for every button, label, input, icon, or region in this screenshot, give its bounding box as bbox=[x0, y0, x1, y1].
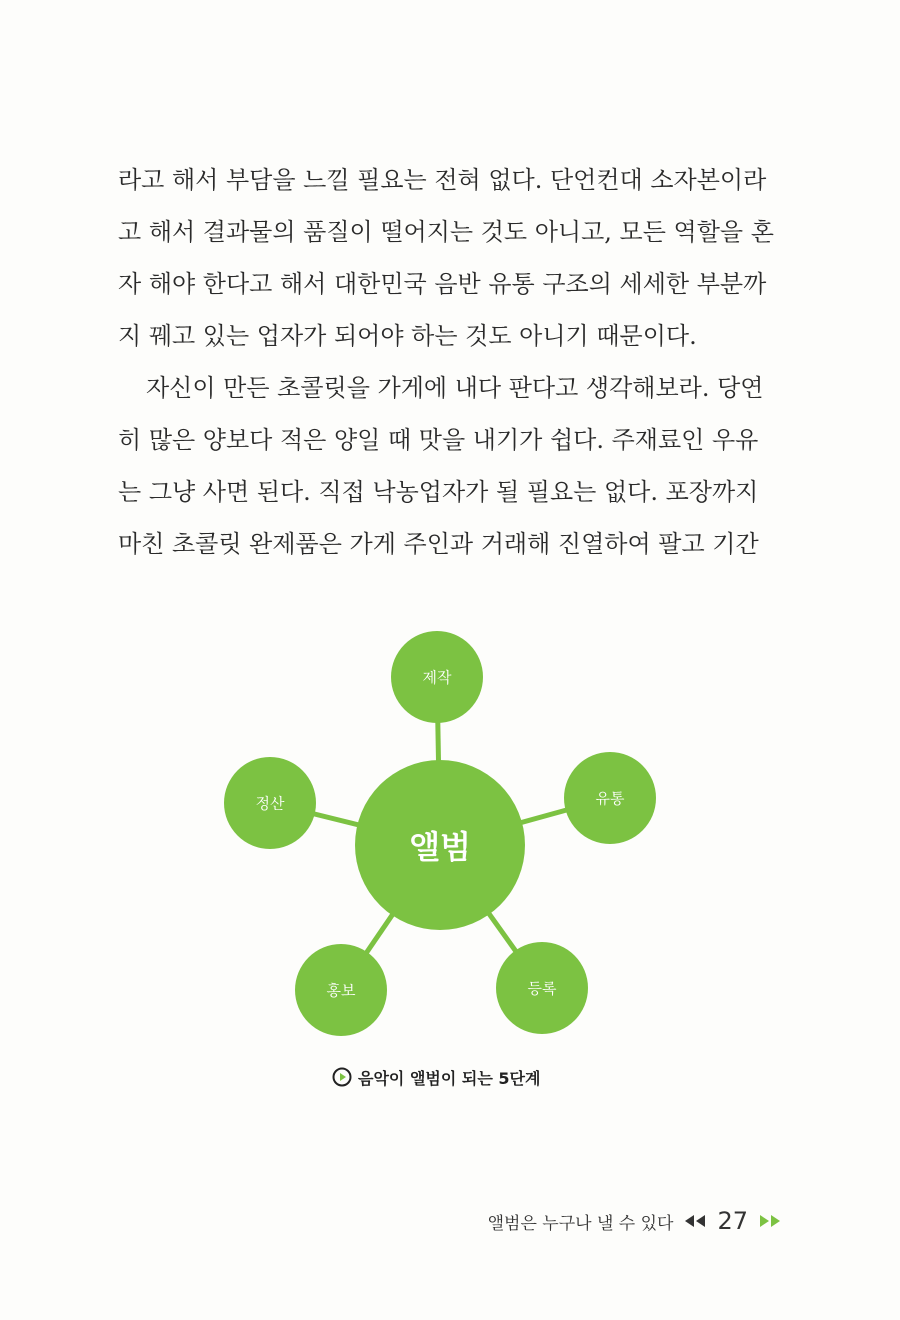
text-line: 자신이 만든 초콜릿을 가게에 내다 판다고 생각해보라. 당연 bbox=[146, 374, 764, 402]
double-right-arrow-icon bbox=[758, 1214, 782, 1228]
page-number: 27 bbox=[717, 1207, 748, 1235]
text-line: 마친 초콜릿 완제품은 가게 주인과 거래해 진열하여 팔고 기간 bbox=[118, 530, 759, 558]
text-line: 고 해서 결과물의 품질이 떨어지는 것도 아니고, 모든 역할을 혼 bbox=[118, 218, 774, 246]
center-node-label: 앨범 bbox=[409, 828, 471, 866]
step-node-label: 제작 bbox=[422, 668, 452, 687]
step-node-label: 홍보 bbox=[326, 981, 356, 1000]
page-footer bbox=[488, 1204, 782, 1238]
text-line: 지 꿰고 있는 업자가 되어야 하는 것도 아니기 때문이다. bbox=[118, 322, 697, 350]
step-node-label: 등록 bbox=[527, 979, 557, 998]
step-node-label: 정산 bbox=[255, 794, 285, 813]
figure-caption bbox=[332, 1063, 540, 1091]
text-line: 는 그냥 사면 된다. 직접 낙농업자가 될 필요는 없다. 포장까지 bbox=[118, 478, 759, 506]
text-line: 라고 해서 부담을 느낄 필요는 전혀 없다. 단언컨대 소자본이라 bbox=[118, 166, 767, 194]
running-title: 앨범은 누구나 낼 수 있다 bbox=[487, 1213, 674, 1234]
step-node-label: 유통 bbox=[595, 789, 625, 808]
text-line: 자 해야 한다고 해서 대한민국 음반 유통 구조의 세세한 부분까 bbox=[118, 270, 767, 298]
text-line: 히 많은 양보다 적은 양일 때 맛을 내기가 쉽다. 주재료인 우유 bbox=[118, 426, 759, 454]
double-left-arrow-icon bbox=[683, 1214, 707, 1228]
play-circle-icon bbox=[332, 1067, 352, 1087]
caption-text: 음악이 앨범이 되는 5단계 bbox=[358, 1068, 541, 1088]
